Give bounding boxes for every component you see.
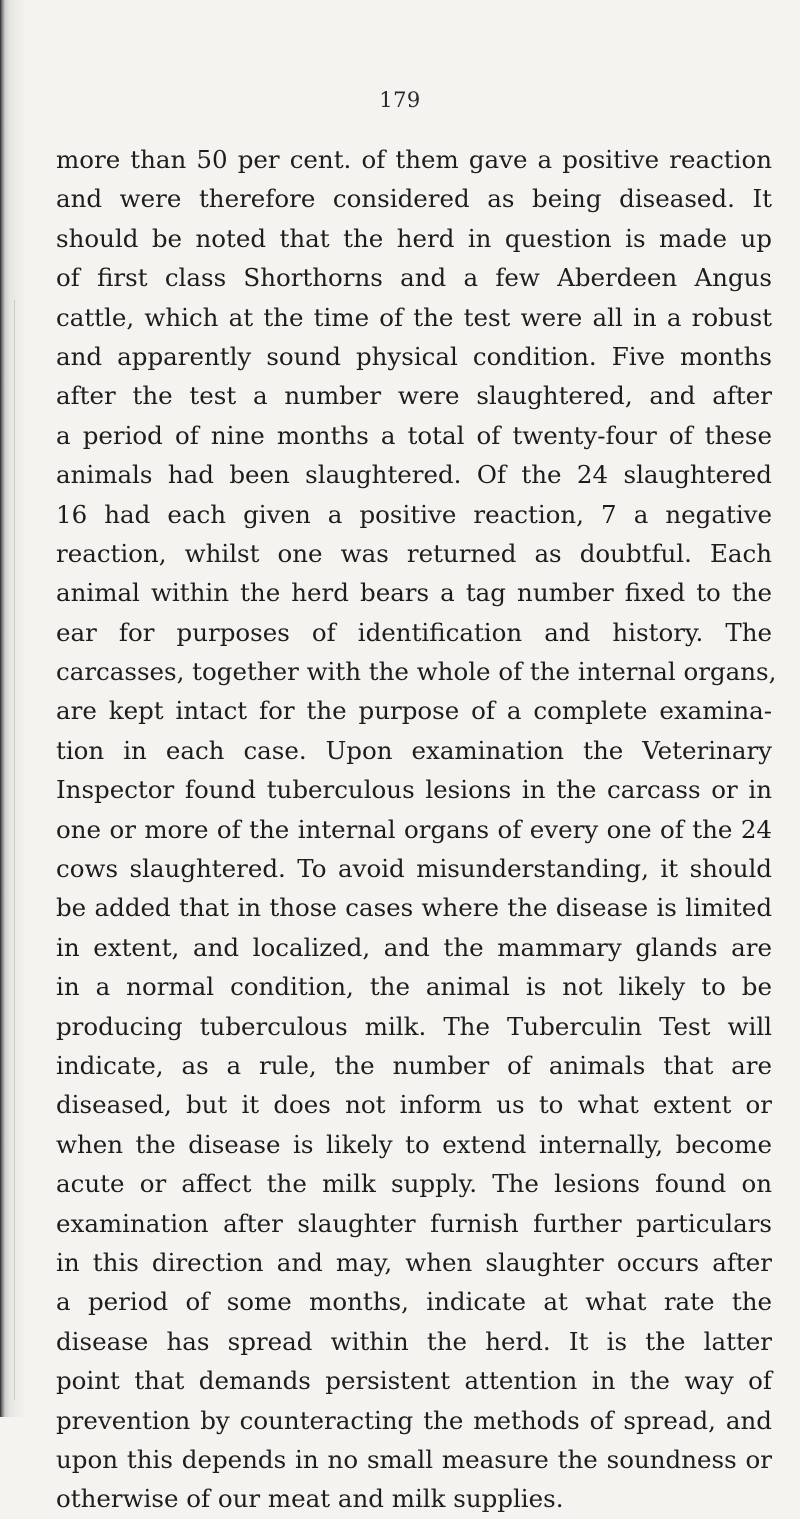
text-line: in this direction and may, when slaughter occurs after [56,1247,772,1277]
text-line: should be noted that the herd in question is made up [56,223,772,253]
text-line: be added that in those cases where the disease is limited [56,893,772,923]
text-line: carcasses, together with the whole of the internal organs, [56,657,777,687]
body-paragraph [56,140,777,1519]
text-line: after the test a number were slaughtered, and after [56,381,772,411]
text-line: when the disease is likely to extend internally, become [56,1129,772,1159]
text-line: a period of nine months a total of twenty-four of these [56,420,772,450]
text-line-last: otherwise of our meat and milk supplies. [56,1484,564,1514]
text-line: are kept intact for the purpose of a complete examina- [56,696,772,726]
text-line: disease has spread within the herd. It is the latter [56,1326,772,1356]
text-line: cattle, which at the time of the test were all in a robust [56,302,772,332]
text-line: diseased, but it does not inform us to what extent or [56,1090,772,1120]
text-line: one or more of the internal organs of every one of the 24 [56,814,772,844]
text-line: indicate, as a rule, the number of animals that are [56,1050,772,1080]
text-line: cows slaughtered. To avoid misunderstanding, it should [56,854,772,884]
text-line: of first class Shorthorns and a few Aberdeen Angus [56,263,772,293]
text-line: reaction, whilst one was returned as doubtful. Each [56,538,772,568]
text-line: ear for purposes of identification and history. The [56,617,772,647]
page-fold-line [14,300,15,1400]
text-line: more than 50 per cent. of them gave a positive reaction [56,145,772,174]
text-line: in a normal condition, the animal is not likely to be [56,972,772,1002]
text-line: animal within the herd bears a tag number fixed to the [56,578,772,608]
text-line: producing tuberculous milk. The Tuberculin Test will [56,1011,772,1041]
text-line: prevention by counteracting the methods of spread, and [56,1405,772,1435]
text-line: and apparently sound physical condition. Five months [56,341,772,371]
text-line: acute or affect the milk supply. The lesions found on [56,1169,772,1199]
text-line: tion in each case. Upon examination the Veterinary [56,735,772,765]
text-line: a period of some months, indicate at what rate the [56,1287,772,1317]
page-left-edge-shadow [0,0,26,1417]
text-line: animals had been slaughtered. Of the 24 slaughtered [56,460,772,490]
text-line: point that demands persistent attention in the way of [56,1366,772,1396]
text-line: upon this depends in no small measure the soundness or [56,1444,772,1474]
text-line: in extent, and localized, and the mammary glands are [56,932,772,962]
text-line: and were therefore considered as being diseased. It [56,184,772,214]
text-line: Inspector found tuberculous lesions in the carcass or in [56,775,772,805]
text-line: 16 had each given a positive reaction, 7 a negative [56,499,772,529]
page-number: 179 [379,88,421,112]
text-line: examination after slaughter furnish further particulars [56,1208,772,1238]
